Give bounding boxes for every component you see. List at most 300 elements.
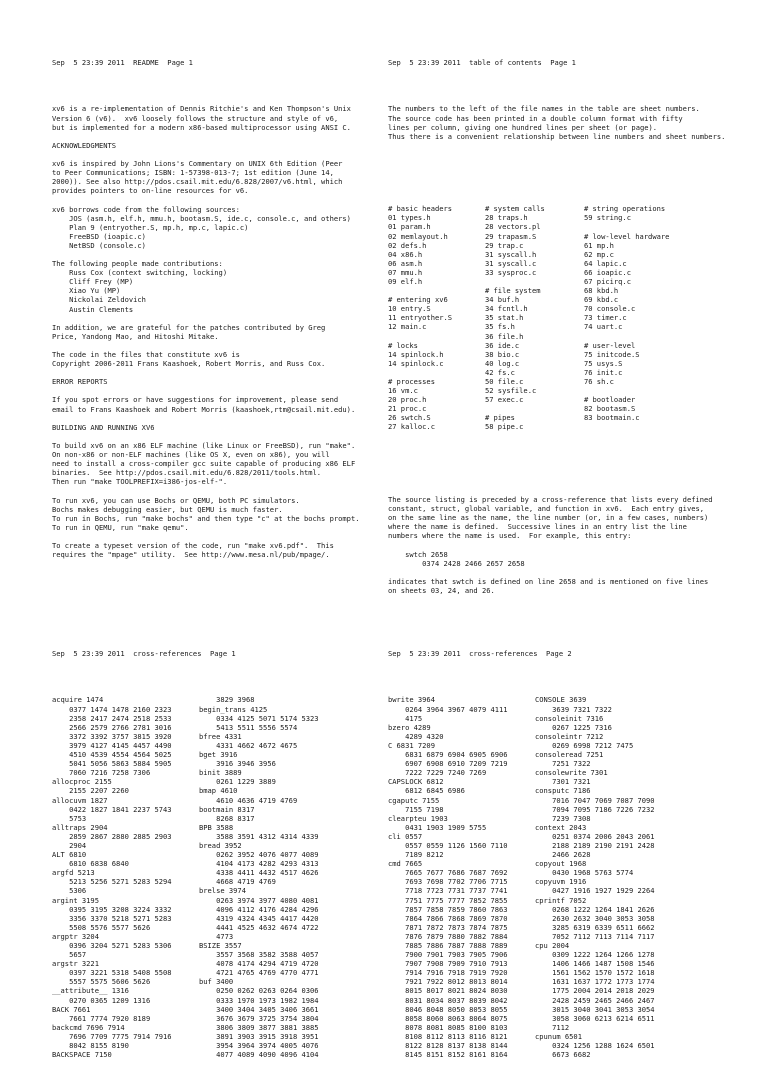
toc-entry: [388, 368, 485, 377]
xref-line: 2859 2867 2880 2885 2903: [52, 831, 172, 841]
xref-line: 7661 7774 7920 8189: [52, 1013, 151, 1023]
xref-line: backcmd 7696 7914: [52, 1022, 125, 1032]
toc-entry: 02 memlayout.h: [388, 231, 448, 241]
xref-line: buf 3400: [199, 977, 234, 987]
toc-entry: 75 usys.S: [584, 358, 623, 368]
xref-line: 3015 3040 3041 3053 3054: [535, 1004, 655, 1014]
xref-line: consoleread 7251: [535, 750, 604, 760]
toc-column-2: [485, 204, 584, 431]
toc-page-header: Sep 5 23:39 2011 table of contents Page 1: [388, 58, 576, 68]
toc-outro-line: where the name is defined. Successive lines in an entry list the line: [388, 522, 687, 532]
xref-line: 2566 2579 2766 2781 3016: [52, 722, 172, 732]
toc-entry: 57 exec.c: [485, 395, 524, 405]
readme-line: binaries. See http://pdos.csail.mit.edu/6.828/2011/tools.html.: [52, 468, 322, 478]
toc-entry: 16 vm.c: [388, 386, 418, 396]
readme-line: Cliff Frey (MP): [52, 277, 134, 287]
xref-line: 7060 7216 7258 7306: [52, 768, 151, 778]
toc-entry: 29 trapasm.S: [485, 231, 537, 241]
readme-line: On non-x86 or non-ELF machines (like OS X, even on x86), you will: [52, 450, 330, 460]
readme-line: but is implemented for a modern x86-based multiprocessor using ANSI C.: [52, 122, 351, 132]
toc-entry: 66 ioapic.c: [584, 267, 631, 277]
xref-line: 0269 6998 7212 7475: [535, 740, 634, 750]
xref-line: 0262 3952 4076 4077 4089: [199, 850, 319, 860]
xref-line: cprintf 7052: [535, 895, 587, 905]
xref-line: 7094 7095 7186 7226 7232: [535, 804, 655, 814]
xref-line: 7907 7908 7909 7910 7913: [388, 959, 508, 969]
xref-line: 3676 3679 3725 3754 3804: [199, 1013, 319, 1023]
xref-line: cpu 2004: [535, 941, 570, 950]
readme-line: If you spot errors or have suggestions for improvement, please send: [52, 395, 339, 405]
readme-line: Plan 9 (entryother.S, mp.h, mp.c, lapic.c): [52, 222, 249, 232]
toc-table: [388, 204, 738, 431]
xref-line: 0261 1229 3889: [199, 777, 276, 787]
xref-line: context 2043: [535, 822, 587, 832]
toc-entry: 34 buf.h: [485, 295, 520, 305]
toc-entry: # user-level: [584, 340, 636, 350]
xref-line: 0250 0262 0263 0264 0306: [199, 986, 319, 996]
readme-line: [52, 150, 372, 159]
xref-line: argfd 5213: [52, 868, 95, 878]
toc-entry: # bootloader: [584, 395, 636, 405]
readme-line: Version 6 (v6). xv6 loosely follows the structure and style of v6,: [52, 113, 339, 123]
xref-line: 7251 7322: [535, 759, 591, 769]
readme-line: xv6 is inspired by John Lions's Commentary on UNIX 6th Edition (Peer: [52, 159, 343, 169]
toc-entry: 34 fcntl.h: [485, 304, 528, 314]
readme-line: FreeBSD (ioapic.c): [52, 231, 146, 241]
xref-line: begin_trans 4125: [199, 704, 268, 714]
readme-line: In addition, we are grateful for the patches contributed by Greg: [52, 322, 326, 332]
readme-line: [52, 341, 372, 350]
toc-entry: 59 string.c: [584, 213, 631, 223]
xref-line: consoleintr 7212: [535, 731, 604, 741]
readme-line: [52, 486, 372, 495]
xref-line: 0430 1968 5763 5774: [535, 868, 634, 878]
toc-entry: # low-level hardware: [584, 231, 670, 241]
toc-entry: # entering xv6: [388, 295, 448, 305]
xref-line: 2466 2628: [535, 850, 591, 860]
readme-body: [52, 104, 372, 559]
readme-line: provides pointers to on-line resources for v6.: [52, 186, 249, 196]
xref-line: 4668 4719 4769: [199, 877, 276, 887]
toc-entry: 36 ide.c: [485, 340, 520, 350]
readme-line: Russ Cox (context switching, locking): [52, 268, 228, 278]
toc-intro-line: The source code has been printed in a double column format with fifty: [388, 113, 683, 123]
xref-line: 4077 4089 4090 4096 4104: [199, 1050, 319, 1060]
xref2-page-header: Sep 5 23:39 2011 cross-references Page 2: [388, 649, 572, 659]
xref-line: 3806 3809 3877 3881 3885: [199, 1022, 319, 1032]
toc-entry: 73 timer.c: [584, 313, 627, 323]
xref-line: 0396 3204 5271 5283 5306: [52, 941, 172, 950]
toc-entry: 20 proc.h: [388, 395, 427, 405]
xref-line: 0270 0365 1209 1316: [52, 995, 151, 1005]
readme-line: To build xv6 on an x86 ELF machine (like Linux or FreeBSD), run "make".: [52, 440, 356, 450]
xref-line: argstr 3221: [52, 959, 99, 969]
xref-line: 0309 1222 1264 1266 1278: [535, 950, 655, 960]
xref-line: 7718 7723 7731 7737 7741: [388, 886, 508, 896]
readme-line: Nickolai Zeldovich: [52, 295, 146, 305]
xref-line: CONSOLE 3639: [535, 695, 587, 705]
toc-entry: 07 mmu.h: [388, 267, 423, 277]
xref-line: allocuvm 1827: [52, 795, 108, 805]
toc-entry: [485, 404, 584, 413]
toc-page: [388, 40, 738, 595]
readme-line: JOS (asm.h, elf.h, mmu.h, bootasm.S, ide.c, console.c, and others): [52, 213, 351, 223]
toc-entry: 68 kbd.h: [584, 286, 619, 296]
toc-entry: 76 init.c: [584, 367, 623, 377]
xref-line: 0251 0374 2006 2043 2061: [535, 831, 655, 841]
xref-line: 8046 8048 8050 8053 8055: [388, 1004, 508, 1014]
toc-entry: 26 swtch.S: [388, 413, 431, 423]
xref-line: 3400 3404 3405 3406 3661: [199, 1004, 319, 1014]
xref-line: 8122 8128 8137 8138 8144: [388, 1041, 508, 1051]
toc-entry: 28 vectors.pl: [485, 222, 541, 232]
xref-line: 0397 3221 5318 5408 5508: [52, 968, 172, 978]
xref-line: cmd 7665: [388, 859, 423, 869]
xref-line: 7301 7321: [535, 777, 591, 787]
xref-line: 7885 7886 7887 7888 7889: [388, 941, 508, 950]
toc-entry: # basic headers: [388, 204, 453, 214]
xref-line: 4096 4112 4176 4284 4296: [199, 904, 319, 914]
toc-entry: 74 uart.c: [584, 322, 623, 332]
readme-line: [52, 432, 372, 441]
toc-column-3: [584, 204, 724, 431]
xref-line: 5213 5256 5271 5283 5294: [52, 877, 172, 887]
xref-line: 4510 4539 4554 4564 5025: [52, 750, 172, 760]
readme-line: [52, 532, 372, 541]
xref-line: 7751 7775 7777 7852 7855: [388, 895, 508, 905]
xref-line: brelse 3974: [199, 886, 246, 896]
readme-line: xv6 is a re-implementation of Dennis Ritchie's and Ken Thompson's Unix: [52, 104, 351, 114]
toc-entry: 52 sysfile.c: [485, 386, 537, 396]
toc-entry: 82 bootasm.S: [584, 404, 636, 414]
readme-line: Then run "make TOOLPREFIX=i386-jos-elf-".: [52, 477, 228, 487]
xref-line: 3588 3591 4312 4314 4339: [199, 831, 319, 841]
readme-line: Xiao Yu (MP): [52, 286, 121, 296]
xref-line: 7876 7879 7880 7882 7884: [388, 931, 508, 941]
toc-spacer: [388, 159, 738, 186]
xref-line: 1631 1637 1772 1773 1774: [535, 977, 655, 987]
toc-outro-line: The source listing is preceded by a cross-reference that lists every defined: [388, 494, 713, 504]
xref-line: 0431 1903 1909 5755: [388, 822, 487, 832]
toc-spacer-2: [388, 450, 738, 477]
xref-line: alltraps 2904: [52, 822, 108, 832]
readme-line: NetBSD (console.c): [52, 240, 146, 250]
xref-line: 7857 7858 7859 7860 7863: [388, 904, 508, 914]
xref-line: 4289 4320: [388, 731, 444, 741]
toc-entry: 36 file.h: [485, 331, 524, 341]
xref-line: 5657: [52, 950, 87, 960]
xref2-column-1: [388, 695, 535, 1059]
toc-outro-line: [388, 540, 738, 549]
toc-entry: # system calls: [485, 204, 545, 214]
readme-line: To run in QEMU, run "make qemu".: [52, 522, 189, 532]
readme-line: Austin Clements: [52, 304, 134, 314]
xref-line: 3372 3392 3757 3815 3920: [52, 731, 172, 741]
readme-line: 2000)). See also http://pdos.csail.mit.edu/6.828/2007/v6.html, which: [52, 177, 343, 187]
xref-line: 7871 7872 7873 7874 7875: [388, 922, 508, 932]
readme-line: The following people made contributions:: [52, 259, 223, 269]
toc-entry: 31 syscall.h: [485, 249, 537, 259]
xref-line: 7665 7677 7686 7687 7692: [388, 868, 508, 878]
readme-line: To run in Bochs, run "make bochs" and then type "c" at the bochs prompt.: [52, 513, 360, 523]
xref-line: cgaputc 7155: [388, 795, 440, 805]
xref-line: 3557 3568 3582 3588 4057: [199, 950, 319, 960]
toc-entry: 11 entryother.S: [388, 313, 453, 323]
toc-entry: [485, 277, 584, 286]
xref-line: 4078 4174 4294 4719 4720: [199, 959, 319, 969]
xref-line: consolewrite 7301: [535, 768, 608, 778]
toc-entry: [388, 286, 485, 295]
readme-line: Copyright 2006-2011 Frans Kaashoek, Robert Morris, and Russ Cox.: [52, 359, 326, 369]
xref-line: 0263 3974 3977 4080 4081: [199, 895, 319, 905]
toc-entry: 67 picirq.c: [584, 276, 631, 286]
xref-line: 8108 8112 8113 8116 8121: [388, 1031, 508, 1041]
xref1-columns: [52, 695, 372, 1059]
toc-column-1: [388, 204, 485, 431]
xref-line: 7921 7922 8012 8013 8014: [388, 977, 508, 987]
xref-line: 7696 7709 7775 7914 7916: [52, 1031, 172, 1041]
toc-entry: 12 main.c: [388, 322, 427, 332]
xref-line: 8145 8151 8152 8161 8164: [388, 1050, 508, 1060]
xref-line: 4338 4411 4432 4517 4626: [199, 868, 319, 878]
toc-entry: 14 spinlock.h: [388, 349, 444, 359]
xref-line: 7112: [535, 1022, 570, 1032]
toc-entry: 02 defs.h: [388, 240, 427, 250]
xref-line: 6907 6908 6910 7209 7219: [388, 759, 508, 769]
xref2-column-2: [535, 695, 725, 1059]
xref-line: 1406 1466 1487 1508 1546: [535, 959, 655, 969]
xref-line: bwrite 3964: [388, 695, 435, 705]
toc-entry: 42 fs.c: [485, 367, 515, 377]
readme-line: [52, 368, 372, 377]
readme-line: [52, 414, 372, 423]
xref-line: 0324 1256 1288 1624 6501: [535, 1041, 655, 1051]
xref-line: 7155 7198: [388, 804, 444, 814]
xref-line: bootmain 8317: [199, 804, 255, 814]
toc-outro-line: constant, struct, global variable, and function in xv6. Each entry gives,: [388, 504, 705, 514]
xref-line: acquire 1474: [52, 695, 104, 705]
readme-line: Price, Yandong Mao, and Hitoshi Mitake.: [52, 331, 219, 341]
toc-outro-line: on sheets 03, 24, and 26.: [388, 585, 495, 595]
toc-entry: 10 entry.S: [388, 304, 431, 314]
toc-entry: # processes: [388, 377, 435, 386]
xref-line: 3979 4127 4145 4457 4490: [52, 740, 172, 750]
toc-outro-line: swtch 2658: [388, 549, 448, 559]
xref-line: 0422 1827 1841 2237 5743: [52, 804, 172, 814]
xref-line: 7016 7047 7069 7087 7090: [535, 795, 655, 805]
readme-line: [52, 386, 372, 395]
xref-line: 3891 3903 3915 3918 3951: [199, 1031, 319, 1041]
readme-line: need to install a cross-compiler gcc suite capable of producing x86 ELF: [52, 459, 356, 469]
toc-entry: 64 lapic.c: [584, 258, 627, 268]
readme-page-header: Sep 5 23:39 2011 README Page 1: [52, 58, 193, 68]
xref-line: bfree 4331: [199, 731, 242, 741]
xref-line: 7052 7112 7113 7114 7117: [535, 931, 655, 941]
xref-line: 0395 3195 3208 3224 3332: [52, 904, 172, 914]
readme-line: [52, 195, 372, 204]
xref-page-1: [52, 631, 372, 1060]
xref1-column-2: [199, 695, 369, 1059]
xref-line: 8058 8060 8063 8064 8075: [388, 1013, 508, 1023]
xref2-columns: [388, 695, 738, 1059]
xref-line: 8015 8017 8021 8024 8030: [388, 986, 508, 996]
xref-line: 6831 6879 6904 6905 6906: [388, 750, 508, 760]
xref-line: 3954 3964 3974 4005 4076: [199, 1041, 319, 1051]
xref-line: 4441 4525 4632 4674 4722: [199, 922, 319, 932]
readme-line: requires the "mpage" utility. See http://www.mesa.nl/pub/mpage/.: [52, 550, 330, 560]
xref-line: 5413 5511 5556 5574: [199, 722, 298, 732]
xref-line: 7693 7698 7702 7706 7715: [388, 877, 508, 887]
readme-line: The code in the files that constitute xv6 is: [52, 350, 240, 359]
toc-entry: 06 asm.h: [388, 258, 423, 268]
toc-entry: 29 trap.c: [485, 240, 524, 250]
xref-line: cpunum 6501: [535, 1031, 582, 1041]
xref-line: BSIZE 3557: [199, 941, 242, 950]
xref-line: CAPSLOCK 6812: [388, 777, 444, 787]
xref-line: 8031 8034 8037 8039 8042: [388, 995, 508, 1005]
xref-line: 4331 4662 4672 4675: [199, 740, 298, 750]
xref-line: bzero 4289: [388, 722, 431, 732]
toc-intro-line: lines per column, giving one hundred lines per sheet (or page).: [388, 122, 658, 132]
xref-line: consputc 7186: [535, 786, 591, 796]
xref-line: 2630 2632 3040 3053 3058: [535, 913, 655, 923]
xref-line: BPB 3588: [199, 822, 234, 832]
xref-line: 7222 7229 7240 7269: [388, 768, 487, 778]
xref-line: 4104 4173 4282 4293 4313: [199, 859, 319, 869]
xref-line: 7239 7308: [535, 813, 591, 823]
xref-line: 1561 1562 1570 1572 1618: [535, 968, 655, 978]
toc-intro: [388, 104, 738, 140]
toc-entry: 58 pipe.c: [485, 422, 524, 432]
toc-entry: 28 traps.h: [485, 213, 528, 223]
xref-page-2: [388, 631, 738, 1060]
xref-line: 3916 3946 3956: [199, 759, 276, 769]
xref-line: argint 3195: [52, 895, 99, 905]
toc-entry: [584, 332, 724, 341]
readme-line: BUILDING AND RUNNING XV6: [52, 422, 155, 432]
toc-entry: 01 param.h: [388, 222, 431, 232]
toc-entry: 50 file.c: [485, 377, 524, 386]
toc-entry: 35 stat.h: [485, 313, 524, 323]
xref-line: cli 0557: [388, 831, 423, 841]
readme-line: [52, 132, 372, 141]
xref-line: 8078 8081 8085 8100 8103: [388, 1022, 508, 1032]
xref-line: 0268 1222 1264 1841 2626: [535, 904, 655, 914]
readme-line: [52, 314, 372, 323]
xref1-page-header: Sep 5 23:39 2011 cross-references Page 1: [52, 649, 236, 659]
toc-entry: # file system: [485, 286, 541, 296]
xref-line: 2188 2189 2190 2191 2428: [535, 840, 655, 850]
xref-line: 2358 2417 2474 2518 2533: [52, 713, 172, 723]
toc-outro-line: [388, 568, 738, 577]
xref-line: 7914 7916 7918 7919 7920: [388, 968, 508, 978]
xref-line: 3285 6319 6339 6511 6662: [535, 922, 655, 932]
readme-line: to Peer Communications; ISBN: 1-57398-013-7; 1st edition (June 14,: [52, 168, 334, 178]
toc-intro-line: Thus there is a convenient relationship between line numbers and sheet numbers.: [388, 131, 726, 141]
toc-outro-line: indicates that swtch is defined on line 2658 and is mentioned on five lines: [388, 576, 709, 586]
readme-line: Bochs makes debugging easier, but QEMU is much faster.: [52, 504, 283, 514]
xref-line: BACK 7661: [52, 1004, 91, 1014]
xref-line: 1775 2004 2014 2018 2029: [535, 986, 655, 996]
toc-outro: [388, 495, 738, 595]
xref-line: 2904: [52, 840, 87, 850]
xref-line: 0264 3964 3967 4079 4111: [388, 704, 508, 714]
xref-line: 0333 1970 1973 1982 1984: [199, 995, 319, 1005]
xref1-column-1: [52, 695, 199, 1059]
toc-outro-line: numbers where the name is used. For example, this entry:: [388, 531, 632, 541]
readme-line: email to Frans Kaashoek and Robert Morris (kaashoek,rtm@csail.mit.edu).: [52, 404, 356, 414]
xref-line: consoleinit 7316: [535, 713, 604, 723]
toc-entry: 01 types.h: [388, 213, 431, 223]
xref-line: 4721 4765 4769 4770 4771: [199, 968, 319, 978]
xref-line: 3829 3968: [199, 695, 255, 705]
readme-line: To create a typeset version of the code, run "make xv6.pdf". This: [52, 540, 334, 550]
xref-line: 8042 8155 8190: [52, 1041, 129, 1051]
toc-entry: 33 sysproc.c: [485, 267, 537, 277]
xref-line: 6673 6682: [535, 1050, 591, 1060]
toc-entry: 70 console.c: [584, 304, 636, 314]
xref-line: 0377 1474 1478 2160 2323: [52, 704, 172, 714]
readme-page: [52, 40, 372, 560]
xref-line: 0427 1916 1927 1929 2264: [535, 886, 655, 896]
xref-line: 4319 4324 4345 4417 4420: [199, 913, 319, 923]
toc-entry: 38 bio.c: [485, 349, 520, 359]
xref-line: argptr 3204: [52, 931, 99, 941]
xref-line: 5557 5575 5606 5626: [52, 977, 151, 987]
xref-line: bread 3952: [199, 840, 242, 850]
toc-entry: # locks: [388, 340, 418, 350]
toc-entry: [388, 332, 485, 341]
xref-line: bmap 4610: [199, 786, 238, 796]
xref-line: 3639 7321 7322: [535, 704, 612, 714]
xref-line: 7864 7866 7868 7869 7870: [388, 913, 508, 923]
xref-line: 0557 0559 1126 1560 7110: [388, 840, 508, 850]
toc-entry: # pipes: [485, 413, 515, 423]
xref-line: clearpteu 1903: [388, 813, 448, 823]
toc-entry: [584, 222, 724, 231]
xref-line: 5753: [52, 813, 87, 823]
toc-entry: 61 mp.h: [584, 240, 614, 250]
readme-line: To run xv6, you can use Bochs or QEMU, both PC simulators.: [52, 495, 300, 505]
xref-line: binit 3889: [199, 768, 242, 778]
toc-outro-line: on the same line as the name, the line number (or, in a few cases, numbers): [388, 513, 709, 523]
xref-line: __attribute__ 1316: [52, 986, 129, 996]
xref-line: 5041 5056 5863 5884 5905: [52, 759, 172, 769]
xref-line: copyuvm 1916: [535, 877, 587, 887]
xref-line: 7900 7901 7903 7905 7906: [388, 950, 508, 960]
xref-line: 5508 5576 5577 5626: [52, 922, 151, 932]
readme-line: [52, 250, 372, 259]
toc-entry: 83 bootmain.c: [584, 413, 640, 423]
xref-line: bget 3916: [199, 750, 238, 760]
xref-line: 3356 3370 5218 5271 5283: [52, 913, 172, 923]
xref-line: 2155 2207 2260: [52, 786, 129, 796]
xref-line: allocproc 2155: [52, 777, 112, 787]
toc-entry: 09 elf.h: [388, 276, 423, 286]
xref-line: 0334 4125 5071 5174 5323: [199, 713, 319, 723]
readme-line: ERROR REPORTS: [52, 377, 108, 387]
xref-line: 6812 6845 6986: [388, 786, 465, 796]
xref-line: 4175: [388, 713, 423, 723]
xref-line: 4610 4636 4719 4769: [199, 795, 298, 805]
toc-entry: 69 kbd.c: [584, 295, 619, 305]
xref-line: BACKSPACE 7150: [52, 1050, 112, 1060]
xref-line: 8268 8317: [199, 813, 255, 823]
xref-line: 6810 6838 6840: [52, 859, 129, 869]
toc-entry: [584, 386, 724, 395]
toc-entry: 14 spinlock.c: [388, 358, 444, 368]
toc-entry: 75 initcode.S: [584, 349, 640, 359]
